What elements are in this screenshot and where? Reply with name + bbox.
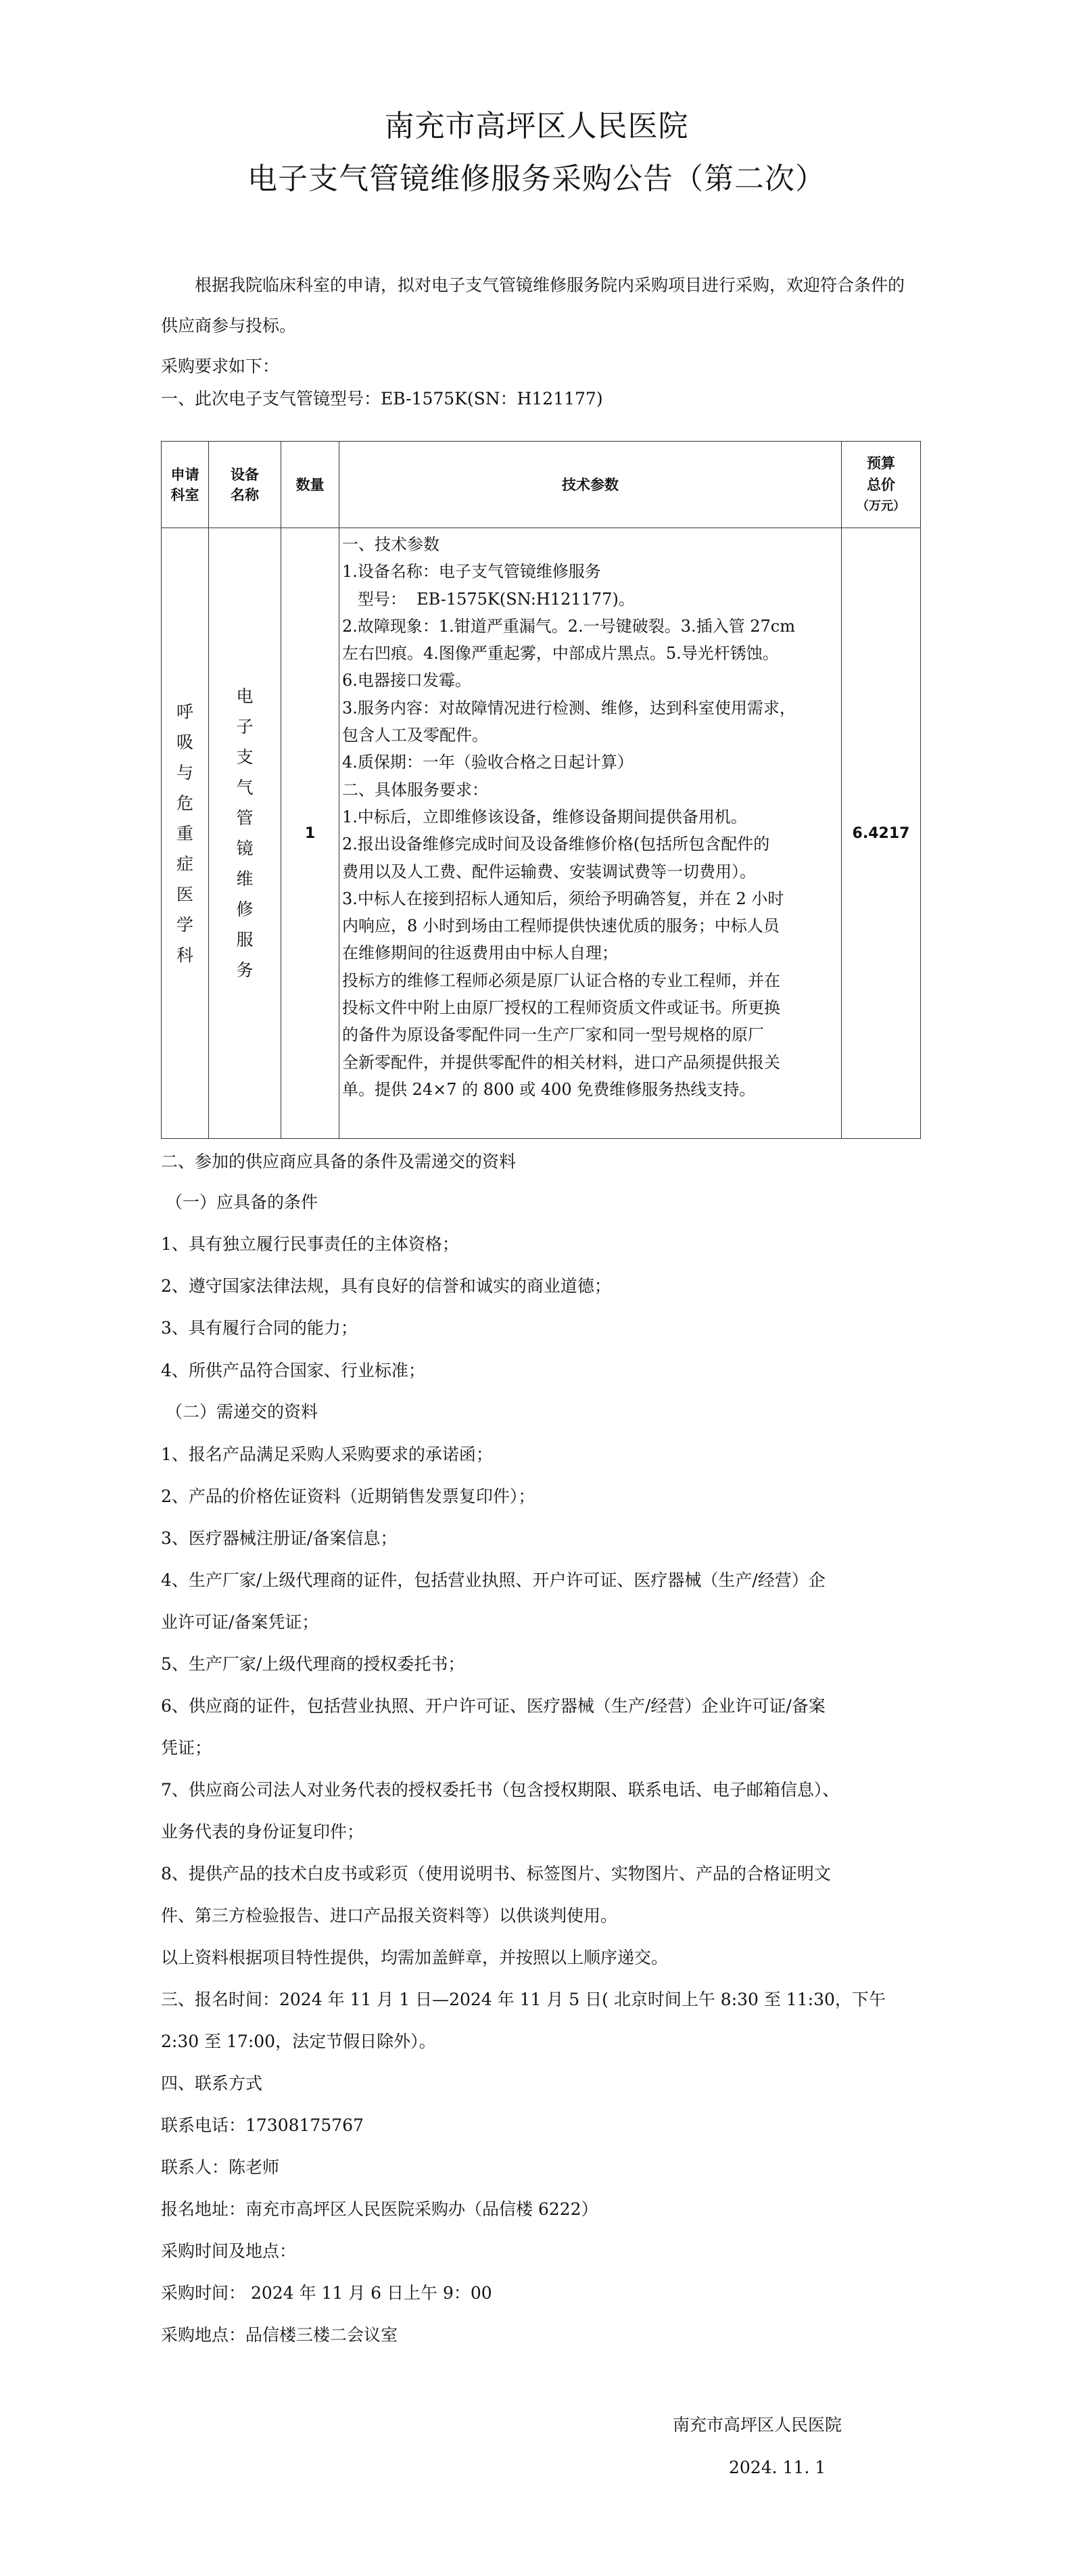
spec-table: [161, 441, 921, 1139]
section4-heading: 四、联系方式: [161, 2074, 263, 2093]
tech-line: 二、具体服务要求：: [342, 780, 488, 799]
condition-item: 4、所供产品符合国家、行业标准；: [161, 1361, 425, 1380]
hospital-title: 南充市高坪区人民医院: [384, 109, 689, 143]
tech-line: 投标文件中附上由原厂授权的工程师资质文件或证书。所更换: [342, 998, 780, 1018]
signature-org: 南充市高坪区人民医院: [673, 2415, 842, 2435]
document-item-cont: 凭证；: [161, 1738, 212, 1758]
header-budget: 预算 总价 （万元）: [842, 442, 921, 528]
header-tech: 技术参数: [339, 442, 842, 528]
tech-line: 3.服务内容：对故障情况进行检测、维修，达到科室使用需求，: [342, 698, 796, 718]
tech-line: 左右凹痕。4.图像严重起雾，中部成片黑点。5.导光杆锈蚀。: [342, 644, 779, 663]
section1-heading: 一、此次电子支气管镜型号：EB-1575K(SN：H121177): [161, 389, 603, 408]
condition-item: 2、遵守国家法律法规，具有良好的信誉和诚实的商业道德；: [161, 1276, 611, 1296]
subsection-conditions: （一）应具备的条件: [166, 1192, 318, 1212]
document-item: 8、提供产品的技术白皮书或彩页（使用说明书、标签图片、实物图片、产品的合格证明文: [161, 1864, 831, 1883]
tech-line: 包含人工及零配件。: [342, 726, 488, 745]
tech-line: 1.设备名称：电子支气管镜维修服务: [342, 562, 601, 582]
document-item-cont: 件、第三方检验报告、进口产品报关资料等）以供谈判使用。: [161, 1906, 618, 1925]
registration-address: 报名地址：南充市高坪区人民医院采购办（品信楼 6222）: [161, 2199, 598, 2219]
table-header-row: [162, 442, 921, 528]
tech-line: 内响应，8 小时到场由工程师提供快速优质的服务；中标人员: [342, 916, 780, 936]
tech-line: 6.电器接口发霉。: [342, 671, 471, 690]
time-place-label: 采购时间及地点：: [161, 2241, 297, 2261]
tech-line: 1.中标后，立即维修该设备，维修设备期间提供备用机。: [342, 807, 747, 826]
cell-device: 电子支气管镜维修服务: [209, 528, 281, 1139]
header-qty: 数量: [281, 442, 339, 528]
purchase-place: 采购地点：品信楼三楼二会议室: [161, 2325, 398, 2345]
tech-line: 2.故障现象：1.钳道严重漏气。2.一号键破裂。3.插入管 27cm: [342, 616, 795, 636]
intro-paragraph: 根据我院临床科室的申请，拟对电子支气管镜维修服务院内采购项目进行采购，欢迎符合条件的供应商参与投标。: [161, 275, 905, 335]
document-item: 1、报名产品满足采购人采购要求的承诺函；: [161, 1445, 493, 1464]
tech-line: 型号： EB-1575K(SN:H121177)。: [342, 589, 635, 609]
documents-note: 以上资料根据项目特性提供，均需加盖鲜章，并按照以上顺序递交。: [161, 1948, 669, 1967]
document-item-cont: 业许可证/备案凭证；: [161, 1612, 319, 1632]
section2-heading: 二、参加的供应商应具备的条件及需递交的资料: [161, 1152, 517, 1171]
cell-tech: [339, 528, 842, 1139]
requirements-label: 采购要求如下：: [161, 356, 280, 376]
document-item-cont: 业务代表的身份证复印件；: [161, 1822, 364, 1842]
cell-budget: 6.4217: [842, 528, 921, 1139]
tech-param-list: [342, 531, 837, 1103]
condition-item: 3、具有履行合同的能力；: [161, 1318, 358, 1338]
table-row: [162, 528, 921, 1139]
contact-phone: 联系电话：17308175767: [161, 2115, 364, 2135]
tech-line: 全新零配件，并提供零配件的相关材料，进口产品须提供报关: [342, 1052, 780, 1072]
tech-line: 一、技术参数: [342, 535, 439, 554]
document-item: 2、产品的价格佐证资料（近期销售发票复印件）；: [161, 1486, 535, 1506]
document-item: 4、生产厂家/上级代理商的证件，包括营业执照、开户许可证、医疗器械（生产/经营）企: [161, 1570, 826, 1590]
header-dept: 申请科室: [162, 442, 209, 528]
tech-line: 在维修期间的往返费用由中标人自理；: [342, 943, 618, 963]
signature-date: 2024. 11. 1: [729, 2458, 826, 2477]
tech-line: 3.中标人在接到招标人通知后，须给予明确答复，并在 2 小时: [342, 889, 784, 908]
header-device: 设备名称: [209, 442, 281, 528]
cell-qty: 1: [281, 528, 339, 1139]
tech-line: 4.质保期：一年（验收合格之日起计算）: [342, 753, 634, 772]
document-item: 3、医疗器械注册证/备案信息；: [161, 1528, 398, 1548]
document-item: 7、供应商公司法人对业务代表的授权委托书（包含授权期限、联系电话、电子邮箱信息）、: [161, 1780, 840, 1800]
cell-dept: 呼吸与危重症医学科: [162, 528, 209, 1139]
registration-time: 三、报名时间：2024 年 11 月 1 日—2024 年 11 月 5 日( 北京时间上午 8:30 至 11:30，下午: [161, 1990, 886, 2009]
tech-line: 费用以及人工费、配件运输费、安装调试费等一切费用）。: [342, 862, 756, 881]
subsection-documents: （二）需递交的资料: [166, 1402, 318, 1422]
tech-line: 2.报出设备维修完成时间及设备维修价格(包括所包含配件的: [342, 835, 770, 854]
announcement-title: 电子支气管镜维修服务采购公告（第二次）: [247, 162, 826, 196]
tech-line: 单。提供 24×7 的 800 或 400 免费维修服务热线支持。: [342, 1079, 756, 1099]
document-item: 5、生产厂家/上级代理商的授权委托书；: [161, 1654, 465, 1674]
condition-item: 1、具有独立履行民事责任的主体资格；: [161, 1234, 459, 1254]
document-item: 6、供应商的证件，包括营业执照、开户许可证、医疗器械（生产/经营）企业许可证/备案: [161, 1696, 826, 1716]
tech-line: 的备件为原设备零配件同一生产厂家和同一型号规格的原厂: [342, 1025, 764, 1045]
registration-time-cont: 2:30 至 17:00，法定节假日除外）。: [161, 2032, 436, 2051]
tech-line: 投标方的维修工程师必须是原厂认证合格的专业工程师，并在: [342, 970, 780, 990]
purchase-time: 采购时间： 2024 年 11 月 6 日上午 9：00: [161, 2283, 492, 2303]
contact-person: 联系人：陈老师: [161, 2157, 280, 2177]
